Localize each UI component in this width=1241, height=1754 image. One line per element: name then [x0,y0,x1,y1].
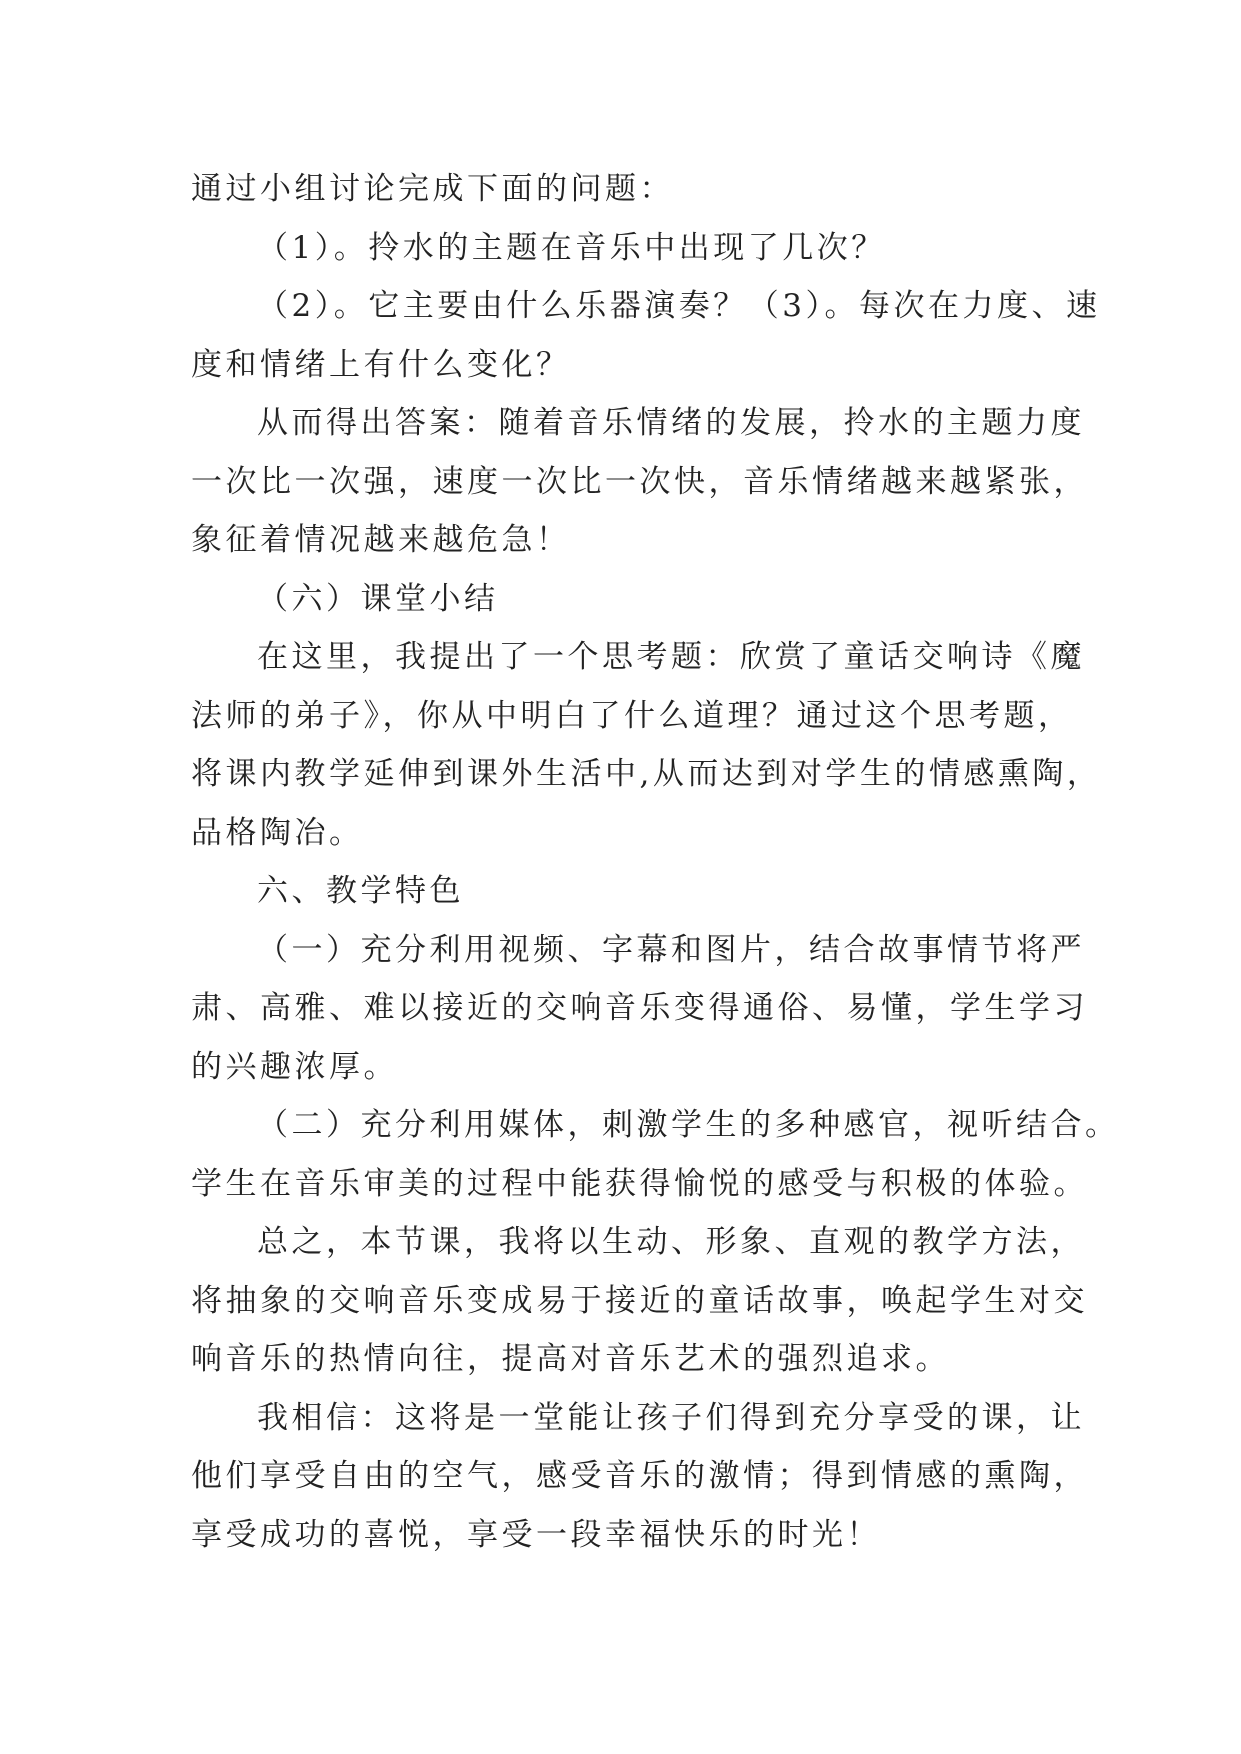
text-line: （二）充分利用媒体，刺激学生的多种感官，视听结合。 [257,1107,1120,1143]
text-line: 我相信：这将是一堂能让孩子们得到充分享受的课，让 [257,1399,1085,1436]
text-line: 他们享受自由的空气，感受音乐的激情；得到情感的熏陶， [191,1458,1088,1494]
text-line: 在这里，我提出了一个思考题：欣赏了童话交响诗《魔 [257,639,1085,675]
text-line: 六、教学特色 [257,873,464,909]
text-line: 度和情绪上有什么变化？ [191,346,571,383]
text-line: （一）充分利用视频、字幕和图片，结合故事情节将严 [257,931,1085,968]
text-line: 从而得出答案：随着音乐情绪的发展，拎水的主题力度 [257,405,1085,441]
text-line: 学生在音乐审美的过程中能获得愉悦的感受与积极的体验。 [191,1165,1088,1202]
text-line: （1）。拎水的主题在音乐中出现了几次？ [257,229,886,266]
document-body [191,160,1120,1564]
text-line: 品格陶冶。 [191,814,364,851]
text-line: 总之，本节课，我将以生动、形象、直观的教学方法， [257,1224,1085,1260]
text-line: 的兴趣浓厚。 [191,1048,398,1085]
text-line: （2）。它主要由什么乐器演奏？（3）。每次在力度、速 [257,288,1101,324]
text-line: 享受成功的喜悦，享受一段幸福快乐的时光！ [191,1516,881,1553]
text-line: 象征着情况越来越危急！ [191,522,571,558]
text-line: 将抽象的交响音乐变成易于接近的童话故事，唤起学生对交 [191,1282,1088,1319]
text-line: 法师的弟子》，你从中明白了什么道理？通过这个思考题， [191,697,1073,734]
text-line: 一次比一次强，速度一次比一次快，音乐情绪越来越紧张， [191,463,1088,500]
text-line: 响音乐的热情向往，提高对音乐艺术的强烈追求。 [191,1341,950,1377]
text-line: 通过小组讨论完成下面的问题： [191,171,674,207]
text-line: （六）课堂小结 [257,580,499,617]
text-line: 肃、高雅、难以接近的交响音乐变得通俗、易懂，学生学习 [191,990,1088,1026]
text-line: 将课内教学延伸到课外生活中,从而达到对学生的情感熏陶， [191,756,1102,792]
